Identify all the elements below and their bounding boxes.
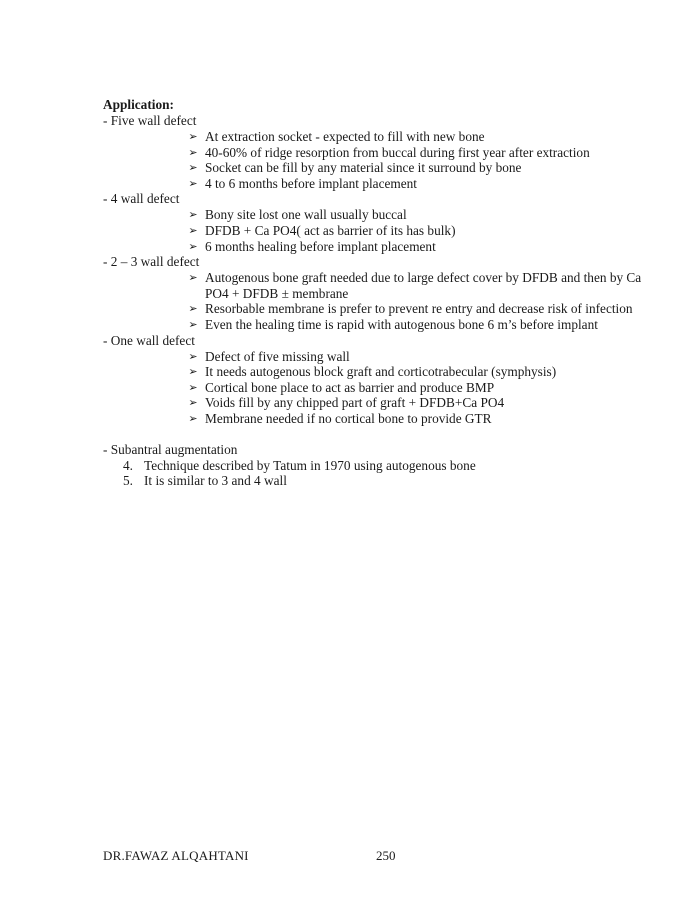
section-two-three-wall-defect: [103, 254, 643, 332]
bullet-list: [103, 349, 643, 427]
section-subantral-augmentation: [103, 442, 643, 489]
bullet-item: [103, 145, 643, 161]
section-label: - 2 – 3 wall defect: [103, 254, 200, 270]
bullet-item: [103, 223, 643, 239]
bullet-item: [103, 270, 643, 301]
section-label: - One wall defect: [103, 332, 195, 348]
bullet-text: Even the healing time is rapid with autogenous bone 6 m’s before implant: [205, 316, 598, 332]
arrow-bullet-icon: ➢: [188, 223, 198, 237]
arrow-bullet-icon: ➢: [188, 208, 198, 222]
bullet-text: At extraction socket - expected to fill with new bone: [205, 129, 485, 144]
section-four-wall-defect: [103, 191, 643, 254]
bullet-text: 4 to 6 months before implant placement: [205, 175, 417, 191]
section-one-wall-defect: [103, 333, 643, 427]
arrow-bullet-icon: ➢: [188, 302, 198, 316]
bullet-item: [103, 380, 643, 396]
item-number: 4.: [123, 457, 133, 473]
arrow-bullet-icon: ➢: [188, 396, 198, 410]
bullet-item: [103, 317, 643, 333]
arrow-bullet-icon: ➢: [188, 161, 198, 175]
bullet-text: Defect of five missing wall: [205, 348, 350, 364]
arrow-bullet-icon: ➢: [188, 365, 198, 379]
bullet-item: [103, 395, 643, 411]
bullet-text: Bony site lost one wall usually buccal: [205, 207, 407, 223]
footer-page-number: 250: [376, 848, 396, 863]
bullet-text: 40-60% of ridge resorption from buccal during first year after extraction: [205, 144, 590, 160]
paragraph-gap: [103, 427, 643, 442]
bullet-text: It needs autogenous block graft and corticotrabecular (symphysis): [205, 364, 557, 380]
bullet-item: [103, 207, 643, 223]
arrow-bullet-icon: ➢: [188, 271, 198, 285]
bullet-item: [103, 364, 643, 380]
document-body: [103, 97, 643, 489]
bullet-text: 6 months healing before implant placement: [205, 238, 436, 254]
arrow-bullet-icon: ➢: [188, 176, 198, 190]
bullet-item: [103, 160, 643, 176]
section-label: - Five wall defect: [103, 113, 197, 128]
bullet-text: DFDB + Ca PO4( act as barrier of its has bulk): [205, 222, 456, 238]
arrow-bullet-icon: ➢: [188, 130, 198, 143]
item-text: Technique described by Tatum in 1970 using autogenous bone: [144, 457, 476, 473]
bullet-text: Autogenous bone graft needed due to large defect cover by DFDB and then by Ca PO4 + DFDB ± membrane: [205, 270, 642, 301]
section-label: - Subantral augmentation: [103, 441, 238, 457]
arrow-bullet-icon: ➢: [188, 411, 198, 425]
item-text: It is similar to 3 and 4 wall: [144, 473, 287, 489]
bullet-item: [103, 176, 643, 192]
bullet-item: [103, 349, 643, 365]
item-number: 5.: [123, 473, 133, 489]
arrow-bullet-icon: ➢: [188, 145, 198, 159]
arrow-bullet-icon: ➢: [188, 239, 198, 253]
numbered-item: [103, 473, 643, 489]
bullet-text: Voids fill by any chipped part of graft + DFDB+Ca PO4: [205, 395, 505, 411]
bullet-text: Resorbable membrane is prefer to prevent re entry and decrease risk of infection: [205, 301, 633, 317]
bullet-item: [103, 129, 643, 145]
bullet-list: [103, 129, 643, 191]
footer-author: DR.FAWAZ ALQAHTANI: [103, 848, 249, 863]
arrow-bullet-icon: ➢: [188, 380, 198, 394]
application-heading: Application:: [103, 97, 174, 112]
bullet-text: Socket can be fill by any material since it surround by bone: [205, 160, 522, 176]
bullet-item: [103, 301, 643, 317]
numbered-item: [103, 458, 643, 474]
numbered-list: [103, 458, 643, 489]
bullet-list: [103, 207, 643, 254]
bullet-list: [103, 270, 643, 332]
section-five-wall-defect: [103, 113, 643, 191]
section-label: - 4 wall defect: [103, 191, 180, 207]
arrow-bullet-icon: ➢: [188, 349, 198, 363]
arrow-bullet-icon: ➢: [188, 317, 198, 331]
bullet-text: Cortical bone place to act as barrier and produce BMP: [205, 379, 495, 395]
bullet-item: [103, 239, 643, 255]
bullet-text: Membrane needed if no cortical bone to provide GTR: [205, 410, 492, 426]
bullet-item: [103, 411, 643, 427]
